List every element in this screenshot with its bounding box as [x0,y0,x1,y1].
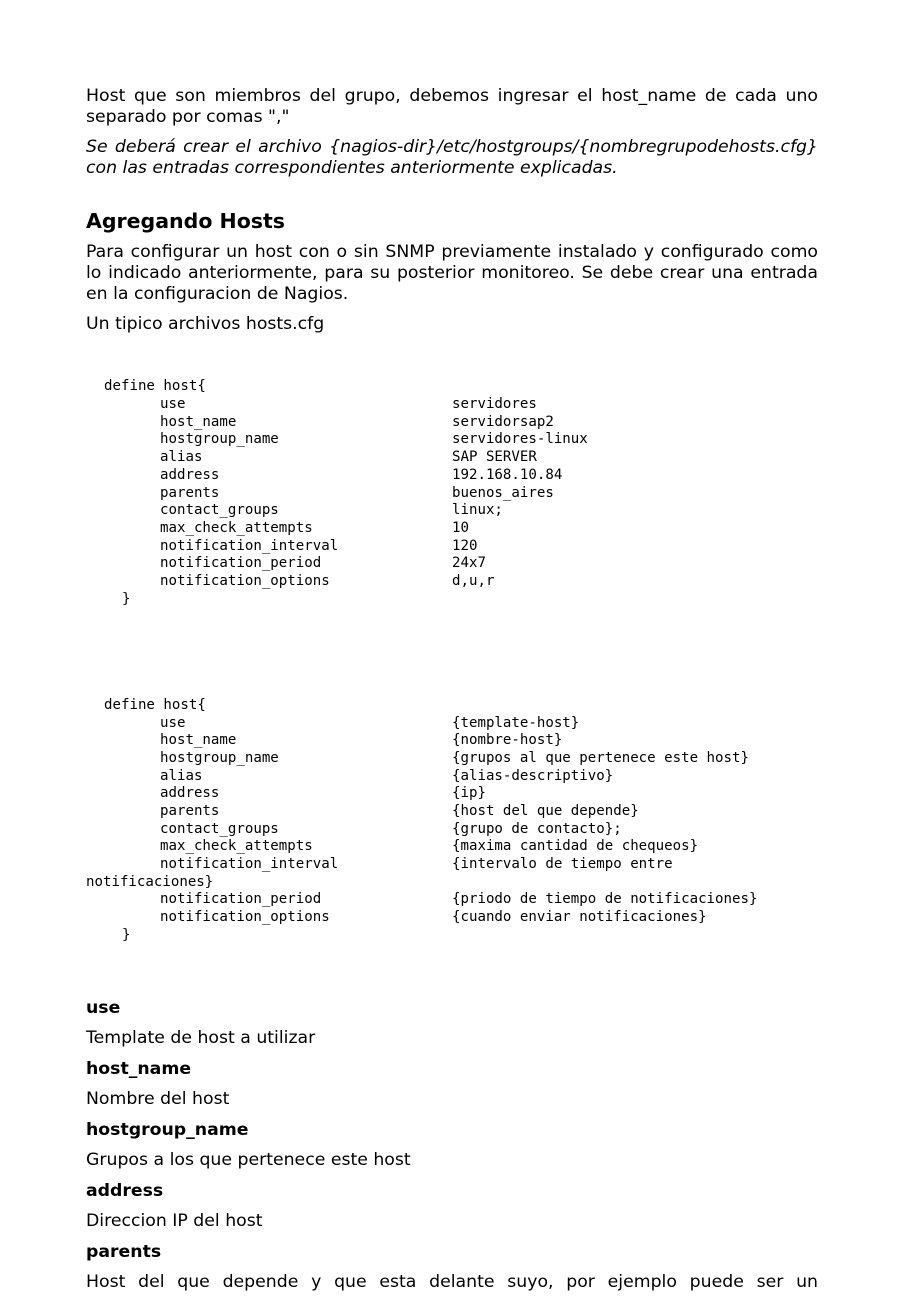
definition-description: Nombre del host [86,1088,230,1109]
document-page [86,86,818,1303]
code-row [86,785,818,803]
section-paragraph-1: Para configurar un host con o sin SNMP previamente instalado y configurado como lo indicado anteriormente, para su posterior monitoreo. Se debe crear una entrada en la configuracion de Nagios. [86,242,818,304]
code-row [86,715,818,733]
code-define-line [86,378,818,396]
code-key: address [160,466,220,483]
code-value: servidores [452,396,537,413]
code-close-text: } [122,926,131,943]
code-define-text: define host{ [104,378,206,395]
definition-description: Host del que depende y que esta delante suyo, por ejemplo puede ser un [86,1271,818,1292]
code-key: contact_groups [160,820,279,837]
code-key: use [160,396,186,413]
definition-description: Grupos a los que pertenece este host [86,1149,411,1170]
code-define-text: define host{ [104,696,206,713]
code-row [86,909,818,927]
code-row [86,467,818,485]
code-value: servidorsap2 [452,413,554,430]
code-key: notification_period [160,555,322,572]
definition-list [86,998,818,1293]
code-key: notification_options [160,572,330,589]
code-value: servidores-linux [452,431,588,448]
code-value: {host del que depende} [452,802,639,819]
code-row [86,891,818,909]
code-value: {template-host} [452,714,580,731]
code-key: address [160,785,220,802]
intro-paragraph-2-text: Se deberá crear el archivo {nagios-dir}/etc/hostgroups/{nombregrupodehosts.cfg} con las entradas correspondientes anteriormente explicadas. [86,137,818,178]
definition-term: address [86,1180,164,1201]
section-paragraph-2: Un tipico archivos hosts.cfg [86,314,325,334]
code-row [86,750,818,768]
code-key: notification_period [160,891,322,908]
code-close-line [86,591,818,609]
code-row [86,555,818,573]
code-key: contact_groups [160,502,279,519]
code-row [86,803,818,821]
code-value: buenos_aires [452,484,554,501]
code-value: {priodo de tiempo de notificaciones} [452,891,758,908]
code-row [86,431,818,449]
definition-term: host_name [86,1058,192,1079]
code-value: {grupo de contacto}; [452,820,622,837]
code-key: alias [160,767,203,784]
definition-description: Template de host a utilizar [86,1027,316,1048]
code-value: {ip} [452,785,486,802]
code-row [86,874,818,892]
intro-paragraph-1: Host que son miembros del grupo, debemos ingresar el host_name de cada uno separado por comas "," [86,86,818,127]
code-row [86,449,818,467]
code-value: SAP SERVER [452,449,537,466]
code-value: 24x7 [452,555,486,572]
code-gap [86,644,818,662]
code-block-2 [86,697,818,945]
code-value: 120 [452,537,478,554]
code-value: {cuando enviar notificaciones} [452,909,707,926]
code-value: {nombre-host} [452,732,563,749]
code-key: hostgroup_name [160,431,279,448]
code-key: notification_interval [160,537,339,554]
code-row [86,768,818,786]
code-value: 10 [452,519,469,536]
code-key: max_check_attempts [160,838,313,855]
code-row [86,856,818,874]
code-value: {maxima cantidad de chequeos} [452,838,699,855]
code-key: host_name [160,413,237,430]
definition-description: Direccion IP del host [86,1210,263,1231]
code-value: {grupos al que pertenece este host} [452,749,749,766]
code-row [86,838,818,856]
code-row [86,821,818,839]
code-value: 192.168.10.84 [452,466,563,483]
code-value: notificaciones} [86,873,214,890]
code-key: max_check_attempts [160,519,313,536]
code-value: linux; [452,502,503,519]
code-key: hostgroup_name [160,749,279,766]
code-row [86,414,818,432]
definition-term: hostgroup_name [86,1119,249,1140]
code-row [86,538,818,556]
code-row [86,396,818,414]
code-value: {alias-descriptivo} [452,767,614,784]
code-value: d,u,r [452,572,495,589]
code-key: parents [160,802,220,819]
code-close-text: } [122,590,131,607]
code-row [86,573,818,591]
code-row [86,732,818,750]
code-key: host_name [160,732,237,749]
code-block-1 [86,378,818,608]
code-key: alias [160,449,203,466]
code-row [86,520,818,538]
code-row [86,485,818,503]
code-define-line [86,697,818,715]
code-key: notification_options [160,909,330,926]
code-key: parents [160,484,220,501]
code-key: use [160,714,186,731]
code-close-line [86,927,818,945]
intro-paragraph-2 [86,137,818,179]
code-listing [86,343,818,980]
code-key: notification_interval [160,856,339,873]
definition-term: parents [86,1241,162,1262]
code-value: {intervalo de tiempo entre [452,856,673,873]
definition-term: use [86,997,121,1018]
code-row [86,502,818,520]
section-heading: Agregando Hosts [86,209,285,233]
